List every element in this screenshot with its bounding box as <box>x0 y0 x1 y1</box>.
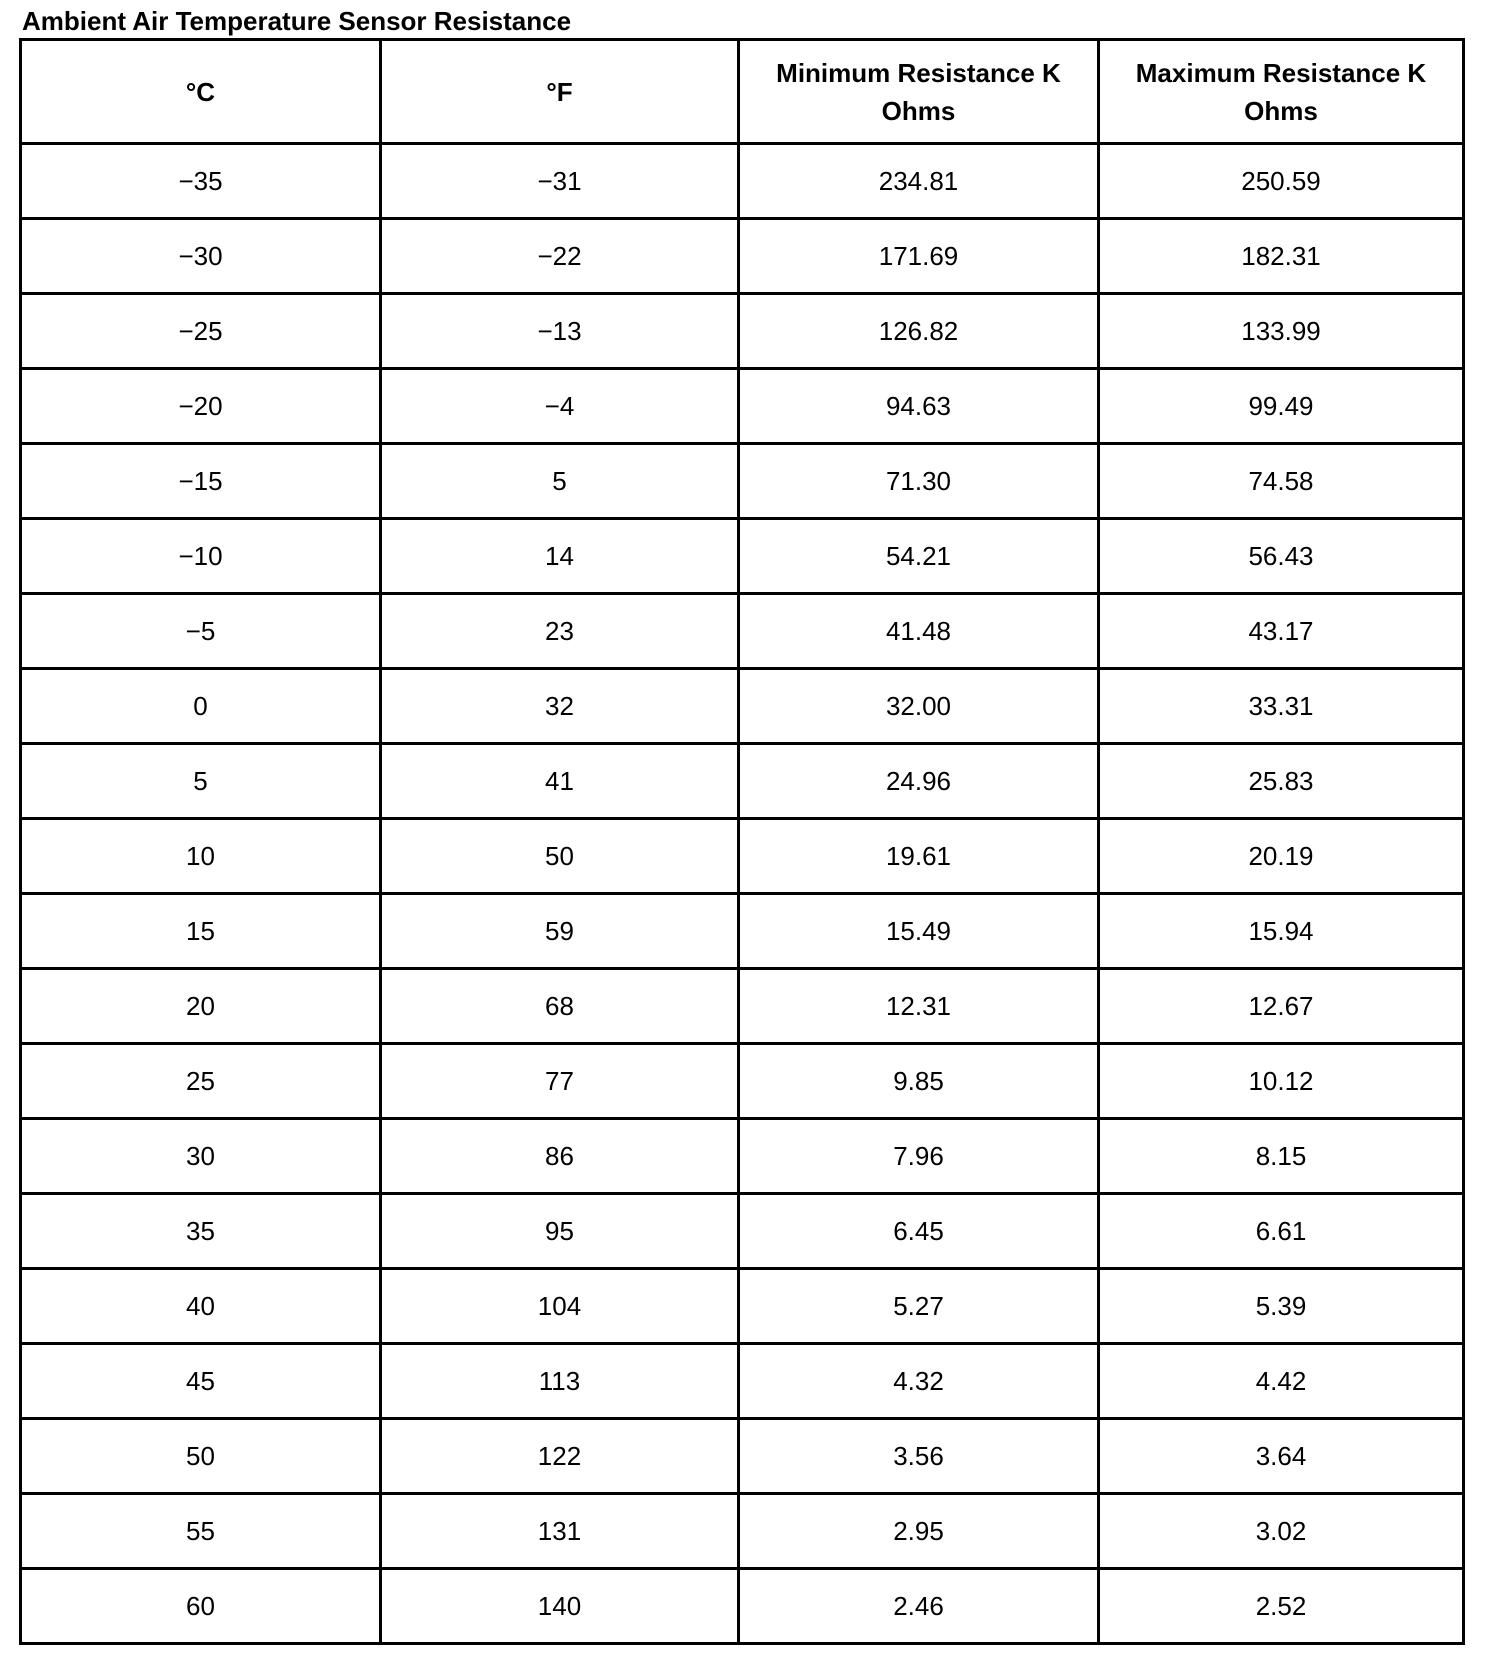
cell-fahrenheit: −22 <box>381 219 739 294</box>
cell-max-resistance: 74.58 <box>1099 444 1464 519</box>
cell-max-resistance: 15.94 <box>1099 894 1464 969</box>
table-row <box>21 819 1464 894</box>
cell-min-resistance: 234.81 <box>739 144 1099 219</box>
cell-max-resistance: 10.12 <box>1099 1044 1464 1119</box>
table-row <box>21 1419 1464 1494</box>
cell-min-resistance: 171.69 <box>739 219 1099 294</box>
table-row <box>21 669 1464 744</box>
cell-max-resistance: 6.61 <box>1099 1194 1464 1269</box>
table-row <box>21 969 1464 1044</box>
cell-min-resistance: 19.61 <box>739 819 1099 894</box>
cell-fahrenheit: 50 <box>381 819 739 894</box>
cell-min-resistance: 7.96 <box>739 1119 1099 1194</box>
cell-min-resistance: 71.30 <box>739 444 1099 519</box>
resistance-table <box>19 38 1465 1645</box>
cell-max-resistance: 3.64 <box>1099 1419 1464 1494</box>
cell-max-resistance: 25.83 <box>1099 744 1464 819</box>
cell-max-resistance: 8.15 <box>1099 1119 1464 1194</box>
cell-fahrenheit: 32 <box>381 669 739 744</box>
cell-fahrenheit: −4 <box>381 369 739 444</box>
cell-celsius: −20 <box>21 369 381 444</box>
cell-celsius: 60 <box>21 1569 381 1644</box>
cell-min-resistance: 24.96 <box>739 744 1099 819</box>
cell-max-resistance: 20.19 <box>1099 819 1464 894</box>
table-row <box>21 594 1464 669</box>
cell-min-resistance: 3.56 <box>739 1419 1099 1494</box>
cell-celsius: 20 <box>21 969 381 1044</box>
cell-fahrenheit: 41 <box>381 744 739 819</box>
cell-fahrenheit: 95 <box>381 1194 739 1269</box>
table-header-row <box>21 40 1464 144</box>
table-row <box>21 1569 1464 1644</box>
cell-max-resistance: 2.52 <box>1099 1569 1464 1644</box>
cell-min-resistance: 15.49 <box>739 894 1099 969</box>
cell-fahrenheit: 5 <box>381 444 739 519</box>
cell-fahrenheit: 131 <box>381 1494 739 1569</box>
cell-celsius: −35 <box>21 144 381 219</box>
table-body <box>21 144 1464 1644</box>
cell-celsius: 50 <box>21 1419 381 1494</box>
cell-celsius: −5 <box>21 594 381 669</box>
cell-celsius: 15 <box>21 894 381 969</box>
cell-celsius: 10 <box>21 819 381 894</box>
header-min-resistance: Minimum Resistance K Ohms <box>739 40 1099 144</box>
cell-max-resistance: 56.43 <box>1099 519 1464 594</box>
cell-fahrenheit: 23 <box>381 594 739 669</box>
cell-celsius: 25 <box>21 1044 381 1119</box>
table-row <box>21 1119 1464 1194</box>
cell-fahrenheit: −31 <box>381 144 739 219</box>
cell-min-resistance: 41.48 <box>739 594 1099 669</box>
cell-max-resistance: 4.42 <box>1099 1344 1464 1419</box>
header-celsius: °C <box>21 40 381 144</box>
cell-max-resistance: 133.99 <box>1099 294 1464 369</box>
cell-min-resistance: 126.82 <box>739 294 1099 369</box>
table-row <box>21 444 1464 519</box>
cell-celsius: 40 <box>21 1269 381 1344</box>
cell-min-resistance: 9.85 <box>739 1044 1099 1119</box>
cell-max-resistance: 3.02 <box>1099 1494 1464 1569</box>
cell-min-resistance: 6.45 <box>739 1194 1099 1269</box>
cell-max-resistance: 99.49 <box>1099 369 1464 444</box>
cell-max-resistance: 182.31 <box>1099 219 1464 294</box>
table-row <box>21 1194 1464 1269</box>
header-fahrenheit: °F <box>381 40 739 144</box>
cell-celsius: 5 <box>21 744 381 819</box>
cell-fahrenheit: 122 <box>381 1419 739 1494</box>
cell-celsius: 30 <box>21 1119 381 1194</box>
cell-fahrenheit: 113 <box>381 1344 739 1419</box>
cell-min-resistance: 2.46 <box>739 1569 1099 1644</box>
cell-celsius: 35 <box>21 1194 381 1269</box>
table-row <box>21 369 1464 444</box>
table-row <box>21 1344 1464 1419</box>
cell-fahrenheit: 68 <box>381 969 739 1044</box>
table-row <box>21 894 1464 969</box>
cell-min-resistance: 4.32 <box>739 1344 1099 1419</box>
cell-fahrenheit: 77 <box>381 1044 739 1119</box>
cell-min-resistance: 54.21 <box>739 519 1099 594</box>
cell-fahrenheit: 104 <box>381 1269 739 1344</box>
cell-celsius: 55 <box>21 1494 381 1569</box>
table-row <box>21 1269 1464 1344</box>
cell-min-resistance: 94.63 <box>739 369 1099 444</box>
table-row <box>21 519 1464 594</box>
cell-celsius: −15 <box>21 444 381 519</box>
cell-fahrenheit: 14 <box>381 519 739 594</box>
resistance-table-container <box>19 38 1462 1645</box>
cell-max-resistance: 12.67 <box>1099 969 1464 1044</box>
cell-celsius: −30 <box>21 219 381 294</box>
cell-max-resistance: 33.31 <box>1099 669 1464 744</box>
cell-celsius: 0 <box>21 669 381 744</box>
cell-fahrenheit: 59 <box>381 894 739 969</box>
cell-max-resistance: 250.59 <box>1099 144 1464 219</box>
cell-min-resistance: 12.31 <box>739 969 1099 1044</box>
page-title: Ambient Air Temperature Sensor Resistance <box>22 6 572 36</box>
header-max-resistance: Maximum Resistance K Ohms <box>1099 40 1464 144</box>
cell-min-resistance: 5.27 <box>739 1269 1099 1344</box>
cell-max-resistance: 5.39 <box>1099 1269 1464 1344</box>
cell-max-resistance: 43.17 <box>1099 594 1464 669</box>
table-row <box>21 144 1464 219</box>
cell-fahrenheit: −13 <box>381 294 739 369</box>
cell-min-resistance: 32.00 <box>739 669 1099 744</box>
table-row <box>21 219 1464 294</box>
table-row <box>21 1494 1464 1569</box>
cell-celsius: 45 <box>21 1344 381 1419</box>
table-row <box>21 744 1464 819</box>
cell-fahrenheit: 86 <box>381 1119 739 1194</box>
cell-celsius: −10 <box>21 519 381 594</box>
table-row <box>21 1044 1464 1119</box>
table-row <box>21 294 1464 369</box>
cell-min-resistance: 2.95 <box>739 1494 1099 1569</box>
cell-fahrenheit: 140 <box>381 1569 739 1644</box>
cell-celsius: −25 <box>21 294 381 369</box>
